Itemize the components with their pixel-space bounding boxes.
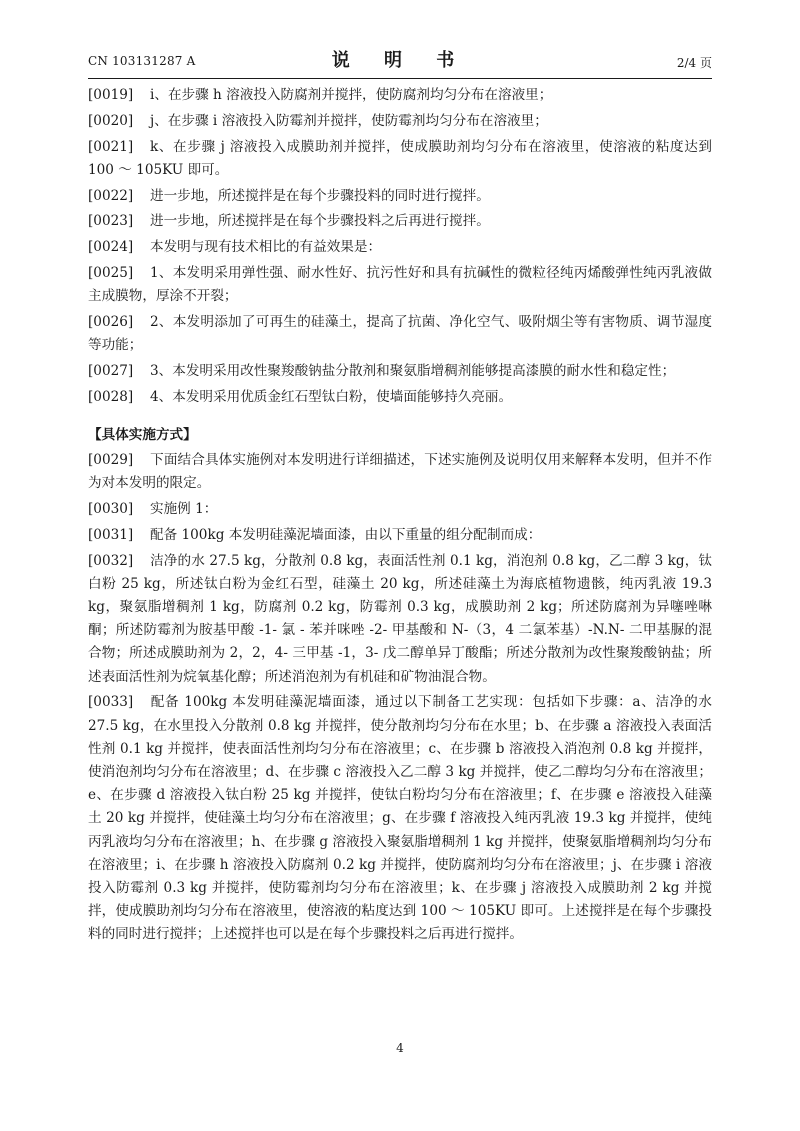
page-header bbox=[88, 44, 712, 78]
paragraph-text: 配备 100kg 本发明硅藻泥墙面漆，通过以下制备工艺实现：包括如下步骤：a、洁净的水 27.5 kg，在水里投入分散剂 0.8 kg 并搅拌，使分散剂均匀分布在水里；b、在步骤 a 溶液投入表面活性剂 0.1 kg 并搅拌，使表面活性剂均匀分布在溶液里；c、在步骤 b 溶液投入消泡剂 0.8 kg 并搅拌，使消泡剂均匀分布在溶液里；d、在步骤 c 溶液投入乙二醇 3 kg 并搅拌，使乙二醇均匀分布在溶液里；e、在步骤 d 溶液投入钛白粉 25 kg 并搅拌，使钛白粉均匀分布在溶液里；f、在步骤 e 溶液投入硅藻土 20 kg 并搅拌，使硅藻土均匀分布在溶液里；g、在步骤 f 溶液投入纯丙乳液 19.3 kg 并搅拌，使纯丙乳液均匀分布在溶液里；h、在步骤 g 溶液投入聚氨脂增稠剂 1 kg 并搅拌，使聚氨脂增稠剂均匀分布在溶液里；i、在步骤 h 溶液投入防腐剂 0.2 kg 并搅拌，使防腐剂均匀分布在溶液里；j、在步骤 i 溶液投入防霉剂 0.3 kg 并搅拌，使防霉剂均匀分布在溶液里；k、在步骤 j 溶液投入成膜助剂 2 kg 并搅拌，使成膜助剂均匀分布在溶液里，使溶液的粘度达到 100 ～ 105KU 即可。上述搅拌是在每个步骤投料的同时进行搅拌；上述搅拌也可以是在每个步骤投料之后再进行搅拌。 bbox=[88, 694, 712, 943]
paragraph-number: [0022] bbox=[88, 187, 134, 204]
paragraph-number: [0030] bbox=[88, 500, 134, 517]
paragraph-number: [0026] bbox=[88, 313, 134, 330]
paragraph-text: 进一步地，所述搅拌是在每个步骤投料的同时进行搅拌。 bbox=[150, 187, 490, 204]
paragraph bbox=[88, 524, 712, 547]
paragraph-list-top bbox=[88, 84, 712, 409]
paragraph-text: j、在步骤 i 溶液投入防霉剂并搅拌，使防霉剂均匀分布在溶液里； bbox=[150, 112, 548, 129]
paragraph bbox=[88, 262, 712, 308]
paragraph-text: i、在步骤 h 溶液投入防腐剂并搅拌，使防腐剂均匀分布在溶液里； bbox=[150, 87, 553, 103]
paragraph bbox=[88, 210, 712, 233]
paragraph-number: [0027] bbox=[88, 362, 134, 379]
paragraph-number: [0029] bbox=[88, 451, 134, 468]
paragraph bbox=[88, 360, 712, 383]
paragraph bbox=[88, 84, 712, 107]
paragraph-text: 本发明与现有技术相比的有益效果是： bbox=[150, 239, 382, 256]
page-number: 4 bbox=[396, 1041, 404, 1055]
paragraph bbox=[88, 449, 712, 495]
paragraph bbox=[88, 110, 712, 133]
paragraph-number: [0020] bbox=[88, 112, 134, 129]
section-title: 【具体实施方式】 bbox=[88, 426, 197, 443]
paragraph-text: 4、本发明采用优质金红石型钛白粉，使墙面能够持久亮丽。 bbox=[150, 388, 513, 405]
paragraph-text: 2、本发明添加了可再生的硅藻土，提高了抗菌、净化空气、吸附烟尘等有害物质、调节湿度等功能； bbox=[88, 313, 712, 354]
paragraph bbox=[88, 185, 712, 208]
paragraph-number: [0023] bbox=[88, 213, 134, 230]
paragraph bbox=[88, 550, 712, 689]
header-divider bbox=[88, 78, 712, 79]
paragraph bbox=[88, 386, 712, 409]
page-indicator: 2/4 页 bbox=[676, 56, 712, 70]
paragraph-text: 下面结合具体实施例对本发明进行详细描述，下述实施例及说明仅用来解释本发明，但并不作为对本发明的限定。 bbox=[88, 451, 712, 492]
paragraph-number: [0032] bbox=[88, 552, 134, 569]
paragraph-text: 进一步地，所述搅拌是在每个步骤投料之后再进行搅拌。 bbox=[150, 213, 490, 230]
paragraph-number: [0021] bbox=[88, 138, 134, 155]
paragraph-text: 实施例 1： bbox=[150, 500, 218, 517]
paragraph-number: [0019] bbox=[88, 87, 134, 103]
paragraph-number: [0028] bbox=[88, 388, 134, 405]
paragraph bbox=[88, 498, 712, 521]
paragraph bbox=[88, 136, 712, 182]
paragraph-text: k、在步骤 j 溶液投入成膜助剂并搅拌，使成膜助剂均匀分布在溶液里，使溶液的粘度达到 100 ～ 105KU 即可。 bbox=[88, 138, 712, 178]
paragraph-number: [0031] bbox=[88, 526, 134, 543]
paragraph bbox=[88, 311, 712, 357]
paragraph-number: [0024] bbox=[88, 239, 134, 256]
document-body bbox=[88, 84, 712, 949]
paragraph-number: [0025] bbox=[88, 264, 134, 281]
document-title: 说 明 书 bbox=[331, 50, 469, 71]
paragraph bbox=[88, 236, 712, 259]
paragraph bbox=[88, 691, 712, 946]
paragraph-text: 配备 100kg 本发明硅藻泥墙面漆，由以下重量的组分配制而成： bbox=[150, 526, 542, 543]
paragraph-text: 3、本发明采用改性聚羧酸钠盐分散剂和聚氨脂增稠剂能够提高漆膜的耐水性和稳定性； bbox=[150, 362, 676, 379]
paragraph-list-bottom bbox=[88, 449, 712, 947]
paragraph-text: 1、本发明采用弹性强、耐水性好、抗污性好和具有抗碱性的微粒径纯丙烯酸弹性纯丙乳液做主成膜物，厚涂不开裂； bbox=[88, 264, 712, 305]
patent-number: CN 103131287 A bbox=[88, 54, 196, 68]
paragraph-number: [0033] bbox=[88, 694, 134, 711]
paragraph-text: 洁净的水 27.5 kg，分散剂 0.8 kg，表面活性剂 0.1 kg，消泡剂 0.8 kg，乙二醇 3 kg，钛白粉 25 kg，所述钛白粉为金红石型，硅藻土 20 kg，所述硅藻土为海底植物遗骸，纯丙乳液 19.3 kg，聚氨脂增稠剂 1 kg，防腐剂 0.2 kg，防霉剂 0.3 kg，成膜助剂 2 kg；所述防腐剂为异噻唑啉酮；所述防霉剂为胺基甲酸 -1- 氯 - 苯并咪唑 -2- 甲基酸和 N-（3，4 二氯苯基）-N.N- 二甲基脲的混合物；所述成膜助剂为 2，2，4- 三甲基 -1，3- 戊二醇单异丁酸酯；所述分散剂为改性聚羧酸钠盐；所述表面活性剂为烷氧基化醇；所述消泡剂为有机硅和矿物油混合物。 bbox=[88, 552, 712, 685]
